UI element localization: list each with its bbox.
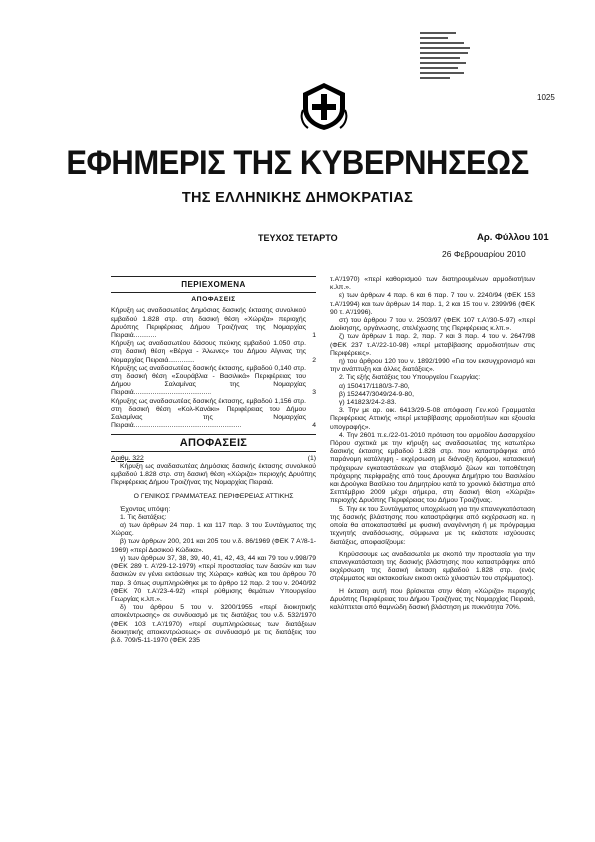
toc-item-text: Κήρυξη ως αναδασωτέας Δημόσιας δασικής έκτασης συνολικού εμβαδού 1.828 στρ. στη δασική θέση «Χώριζα» περιοχής Δρυόπης Περιφέρειας Δήμου Τροιζήνας της Νομαρχίας Πειραιά............ [111, 307, 306, 340]
toc-item[interactable] [111, 307, 316, 340]
paragraph: α) των άρθρων 24 παρ. 1 και 117 παρ. 3 του Συντάγματος της Χώρας. [111, 522, 316, 538]
divider [111, 434, 316, 435]
toc-item[interactable] [111, 398, 316, 431]
toc-item-page: 4 [312, 422, 316, 430]
paragraph: 1. Τις διατάξεις: [120, 513, 167, 521]
toc-item-text: Κήρυξης ως αναδασωτέας δασικής έκτασης, εμβαδού 1,156 στρ. στη δασική θέση «Κολ-Κανάκι» Περιφέρειας του Δήμου Σαλαμίνας της Νομαρχίας Πειραιά......................................................... [111, 397, 306, 430]
page-number: 1025 [537, 93, 555, 102]
paragraph: δ) του άρθρου 5 του ν. 3200/1955 «περί διοικητικής αποκέντρωσης» σε συνδυασμό με τις διατάξεις του ν.δ. 532/1970 (ΦΕΚ 103 τ.Α'/1970) «περί συμπληρώσεως των διατάξεων διοικητικής αποκεντρώσεως» σε συνδυασμό με τις διατάξεις του β.δ. 709/5-11-1970 (ΦΕΚ 235 [111, 604, 316, 644]
toc-item[interactable] [111, 340, 316, 365]
stamp-block [420, 32, 480, 82]
greek-emblem-icon [298, 80, 350, 132]
divider [111, 292, 316, 293]
paragraph: στ) του άρθρου 7 του ν. 2503/97 (ΦΕΚ 107 τ.Α'/30-5-97) «περί Διοίκησης, οργάνωσης, στελέχωσης της Περιφέρειας κ.λπ.». [330, 317, 535, 333]
paragraph: 2. Τις εξής διατάξεις του Υπουργείου Γεωργίας: [339, 374, 481, 382]
divider [111, 276, 316, 277]
toc-item-text: Κήρυξη ως αναδασωτέου δάσους πεύκης εμβαδού 1.050 στρ. στη δασική θέση «Βέργα - Άλωνες» του Δήμου Αίγινας της Νομαρχίας Πειραιά.............. [111, 340, 306, 364]
paragraph: τ.Α'/1970) «περί καθορισμού των διατηρουμένων αρμοδιοτήτων κ.λπ.». [330, 276, 535, 292]
paragraph: 5. Την εκ του Συντάγματος υποχρέωση για την επανεγκατάσταση της δασικής βλάστησης που καταστράφηκε από εκχέρσωση κα. η οποία θα αποκατασταθεί με φυσική αναγέννηση ή με πρόγραμμα τεχνητής αναδάσωσης, σύμφωνα με τις εκάστοτε ισχύουσες διατάξεις, αποφασίζουμε: [330, 505, 535, 546]
toc-heading: ΠΕΡΙΕΧΟΜΕΝΑ [181, 280, 246, 289]
paragraph: ζ) των άρθρων 1 παρ. 2, παρ. 7 και 3 παρ. 4 του ν. 2647/98 (ΦΕΚ 237 τ.Α'/22-10-98) «περί μεταβίβασης αρμοδιοτήτων στις Περιφέρειες». [330, 333, 535, 357]
decision-number: Αριθμ. 322 [111, 454, 144, 462]
issue-series: ΤΕΥΧΟΣ ΤΕΤΑΡΤΟ [258, 233, 338, 243]
paragraph: Κηρύσσουμε ως αναδασωτέα με σκοπό την προστασία για την επανεγκατάσταση της δασικής βλάστησης που καταστράφηκε από εκχέρσωση της δασική έκταση εμβαδού 1.828 στρ. (ενός στρέμματος και οκτακοσίων εικοσι οκτώ χιλιοστών του στρέμματος). [330, 550, 535, 583]
gazette-subtitle: ΤΗΣ ΕΛΛΗΝΙΚΗΣ ΔΗΜΟΚΡΑΤΙΑΣ [181, 190, 414, 206]
toc-item[interactable] [111, 365, 316, 398]
paragraph: Έχοντας υπόψη: [120, 505, 171, 513]
decision-ref: (1) [307, 454, 316, 462]
issue-date: 26 Φεβρουαρίου 2010 [442, 249, 526, 259]
right-column [330, 276, 535, 612]
issuing-authority: Ο ΓΕΝΙΚΟΣ ΓΡΑΜΜΑΤΕΑΣ ΠΕΡΙΦΕΡΕΙΑΣ ΑΤΤΙΚΗΣ [133, 493, 294, 501]
toc-subheading: ΑΠΟΦΑΣΕΙΣ [191, 296, 236, 304]
toc-item-page: 1 [312, 332, 316, 340]
paragraph: γ) 141823/24-2-83. [339, 399, 397, 407]
divider [111, 451, 316, 452]
gazette-title: ΕΦΗΜΕΡΙΣ ΤΗΣ ΚΥΒΕΡΝΗΣΕΩΣ [66, 143, 529, 182]
paragraph: η) του άρθρου 120 του ν. 1892/1990 «Για τον εκσυγχρονισμό και την ανάπτυξη και άλλες διατάξεις». [330, 358, 535, 374]
toc-item-page: 3 [312, 389, 316, 397]
decision-summary: Κήρυξη ως αναδασωτέας Δημόσιας δασικής έκτασης συνολικού εμβαδού 1.828 στρ. στη δασική θέση «Χώριζα» περιοχής Δρυόπης Περιφέρειας Δήμου Τροιζήνας της Νομαρχίας Πειραιά. [111, 462, 316, 487]
left-column [111, 276, 316, 645]
toc-item-text: Κήρυξης ως αναδασωτέας δασικής έκτασης, εμβαδού 0,140 στρ. στη δασική θέση «Σουράβλια - Βασιλικά» Περιφέρειας του Δήμου Σαλαμίνας της Νομαρχίας Πειραιά......................................... [111, 364, 306, 397]
toc-item-page: 2 [312, 356, 316, 364]
paragraph: α) 150417/1180/3-7-80, [339, 382, 410, 390]
paragraph: γ) των άρθρων 37, 38, 39, 40, 41, 42, 43, 44 και 79 του ν.998/79 (ΦΕΚ 289 τ. Α'/29-12-1979) «περί προστασίας των δασών και των δασικών εν γένει εκτάσεων της Χώρας» καθώς και του άρθρου 70 παρ. 3 όπως συμπληρώθηκε με το άρθρο 12 παρ. 2 του ν. 2040/92 (ΦΕΚ 70 τ.Α'/23-4-92) «περί ρύθμισης θεμάτων Υπουργείου Γεωργίας κ.λπ.». [111, 554, 316, 603]
issue-number: Αρ. Φύλλου 101 [477, 232, 549, 243]
paragraph: 3. Την με αρ. οικ. 6413/29-5-08 απόφαση Γεν.κού Γραμματέα Περιφέρειας Αττικής «περί μεταβίβασης αρμοδιοτήτων και εξουσία υπογραφής». [330, 407, 535, 431]
section-heading: ΑΠΟΦΑΣΕΙΣ [179, 437, 248, 450]
paragraph: 4. Την 2601 π.ε./22-01-2010 πρόταση του αρμοδίου Δασαρχείου Πόρου σχετικά με την κήρυξη ως αναδασωτέας της κατωτέρω δασικής έκτασης εμβαδού 1.828 στρ. που καταστράφηκε από παράνομη κατάληψη - εκχέρσωση με διάνοιξη δρόμου, κατασκευή πρόχειρων εγκαταστάσεων για σταβλισμό ζώων και τοποθέτηση πρόχειρης περίφραξης από τους Δρουγκα Δημήτριο του Βασιλείου και Δρούγκα Βασίλειο του Δημητρίου κατά το χρονικό διάστημα από Σεπτέμβριο 2009 μέχρι σήμερα, στη δασική θέση «Χώριζα» περιοχής Δρυόπης Περιφέρειας του Δήμου Τροιζήνας. [330, 431, 535, 505]
paragraph: β) 152447/3049/24-9-80, [339, 390, 414, 398]
paragraph: ε) των άρθρων 4 παρ. 6 και 6 παρ. 7 του ν. 2240/94 (ΦΕΚ 153 τ.Α'/1994) και των άρθρων 14 παρ. 1, 2 και 15 του ν. 2399/96 (ΦΕΚ 90 τ. Α'/1996). [330, 292, 535, 316]
paragraph: β) των άρθρων 200, 201 και 205 του ν.δ. 86/1969 (ΦΕΚ 7 Α'/8-1-1969) «περί Δασικού Κώδικα». [111, 538, 316, 554]
paragraph: Η έκταση αυτή που βρίσκεται στην θέση «Χώριζα» περιοχής Δρυόπης Περιφέρειας του Δήμου Τροιζήνας της Νομαρχίας Πειραιά, καλύπτεται από θαμνώδη δασική βλάστηση με πυκνότητα 70%. [330, 587, 535, 611]
